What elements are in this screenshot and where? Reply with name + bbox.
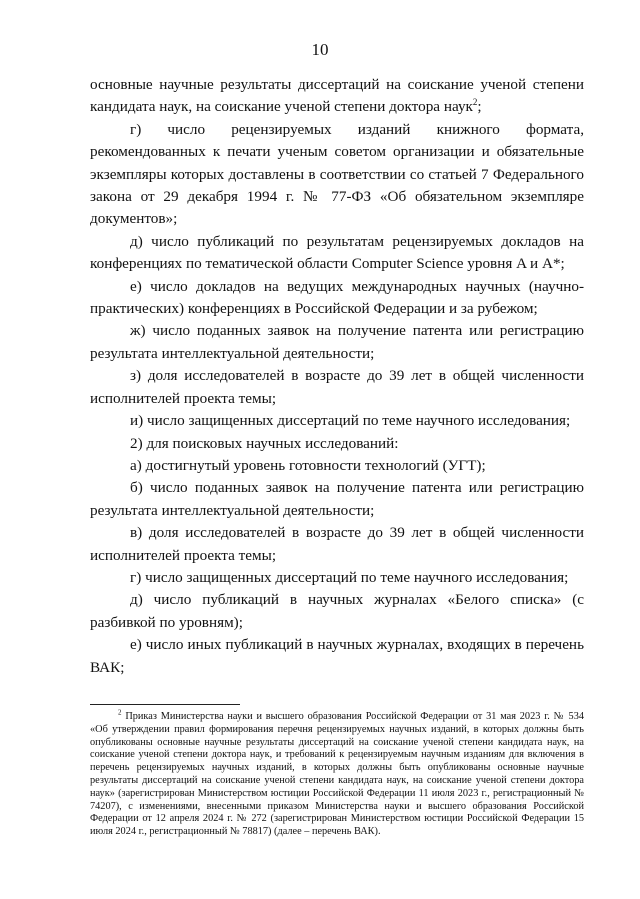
page-number: 10 xyxy=(311,40,329,59)
paragraph: з) доля исследователей в возрасте до 39 лет в общей численности исполнителей проекта темы; xyxy=(90,367,584,407)
body-text xyxy=(90,74,584,679)
paragraph: б) число поданных заявок на получение патента или регистрацию результата интеллектуальной деятельности; xyxy=(90,479,584,519)
footnote-text: Приказ Министерства науки и высшего образования Российской Федерации от 31 мая 2023 г. № 534 «Об утверждении правил формирования перечня рецензируемых научных изданий, в которых должны быть опубликованы основные научные результаты диссертаций на соискание ученой степени кандидата наук, на соискание ученой степени доктора наук, и требований к рецензируемым научным изданиям для включения в перечень рецензируемых научных изданий, в которых должны быть опубликованы основные научные результаты диссертаций на соискание ученой степени кандидата наук, на соискание ученой степени доктора наук» (зарегистрирован Министерством юстиции Российской Федерации 11 июля 2023 г., регистрационный № 74207), с изменениями, внесенными приказом Министерства науки и высшего образования Российской Федерации от 12 апреля 2024 г. № 272 (зарегистрирован Министерством юстиции Российской Федерации 15 июля 2024 г., регистрационный № 78817) (далее – перечень ВАК). xyxy=(90,711,584,838)
paragraph: д) число публикаций по результатам рецензируемых докладов на конференциях по тематической области Computer Science уровня A и A*; xyxy=(90,232,584,273)
footnote xyxy=(90,708,584,839)
paragraph: и) число защищенных диссертаций по теме научного исследования; xyxy=(130,412,571,430)
paragraph: основные научные результаты диссертаций на соискание ученой степени кандидата наук, на соискание ученой степени доктора наук$^2$; xyxy=(90,76,584,116)
footnote-divider xyxy=(90,704,240,705)
paragraph: в) доля исследователей в возрасте до 39 лет в общей численности исполнителей проекта темы; xyxy=(90,524,584,564)
footnote-ref[interactable]: 2 xyxy=(472,97,478,108)
paragraph: 2) для поисковых научных исследований: xyxy=(130,434,399,452)
footnote-marker: 2 xyxy=(118,708,122,717)
paragraph: д) число публикаций в научных журналах «Белого списка» (с разбивкой по уровням); xyxy=(90,591,584,631)
paragraph: ж) число поданных заявок на получение патента или регистрацию результата интеллектуальной деятельности; xyxy=(90,322,584,362)
paragraph: г) число защищенных диссертаций по теме научного исследования; xyxy=(130,568,569,586)
paragraph: е) число иных публикаций в научных журналах, входящих в перечень ВАК; xyxy=(90,636,584,676)
paragraph: е) число докладов на ведущих международных научных (научно-практических) конференциях в Российской Федерации и за рубежом; xyxy=(90,277,584,318)
paragraph: г) число рецензируемых изданий книжного формата, рекомендованных к печати ученым советом организации и обязательные экземпляры которых доставлены в соответствии со статьей 7 Федерального закона от 29 декабря 1994 г. № 77-ФЗ «Об обязательном экземпляре документов»; xyxy=(90,120,584,228)
paragraph: а) достигнутый уровень готовности технологий (УГТ); xyxy=(130,456,486,474)
